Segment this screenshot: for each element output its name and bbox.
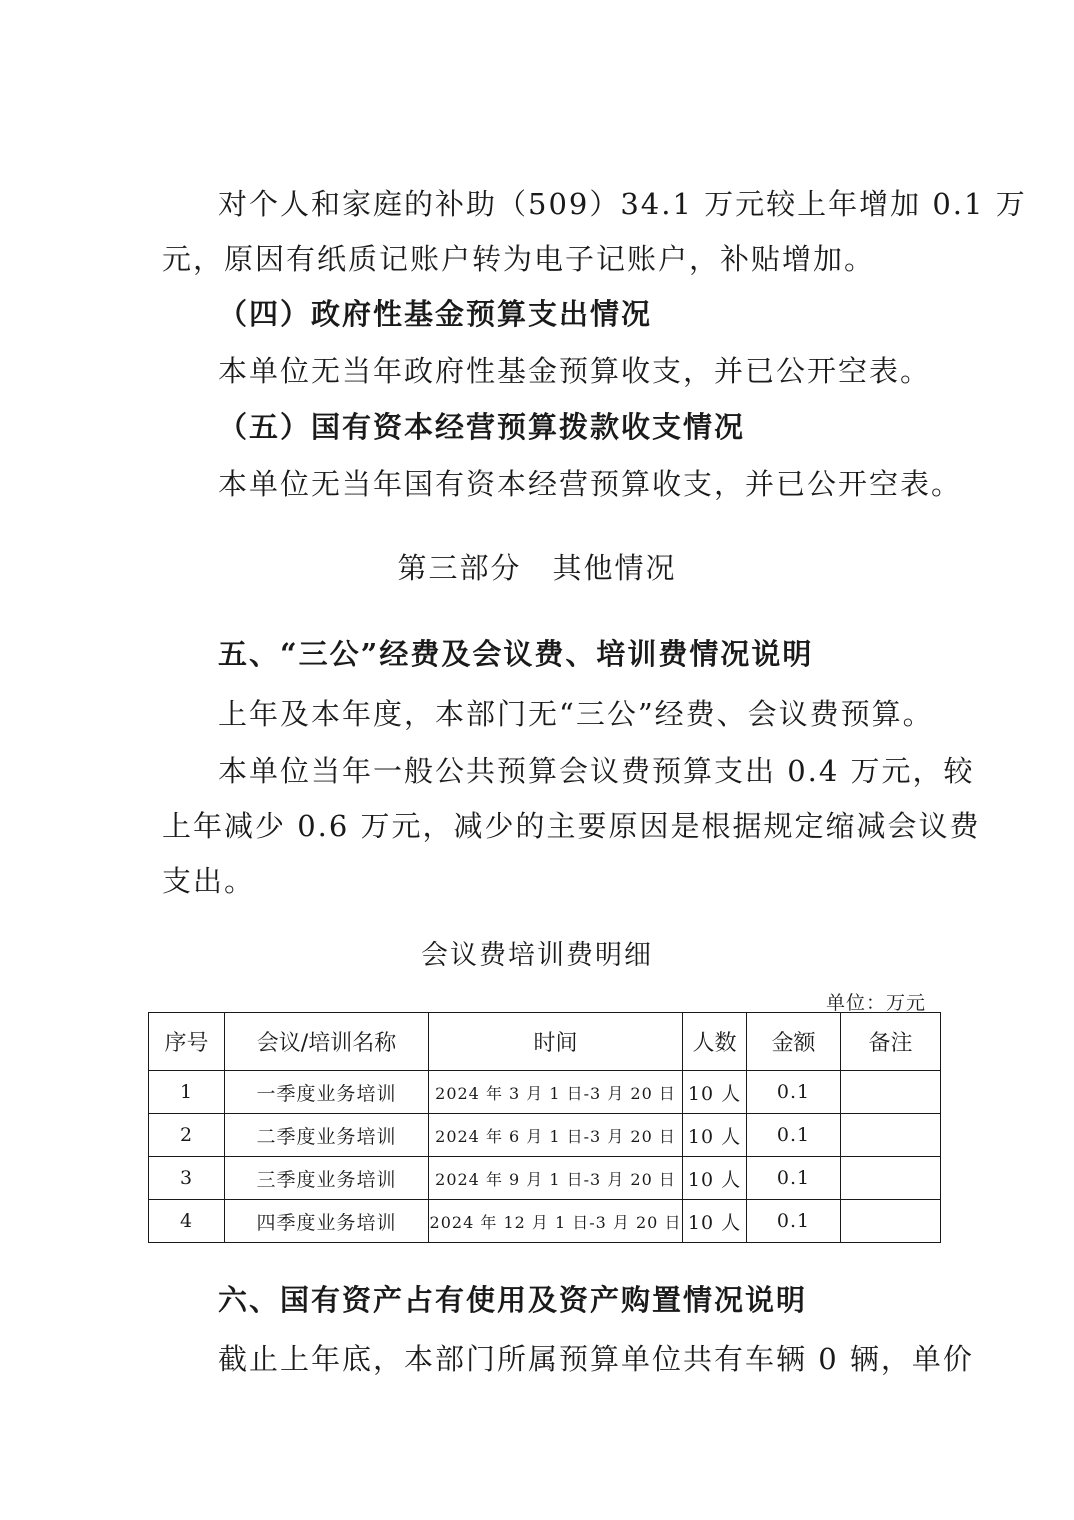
- header-people: 人数: [683, 1013, 747, 1071]
- cell-amount: 0.1: [747, 1071, 841, 1114]
- table-row: [149, 1200, 941, 1243]
- paragraph-three-public: 上年及本年度，本部门无“三公”经费、会议费预算。: [218, 697, 934, 731]
- cell-index: 4: [149, 1200, 225, 1243]
- table-title: 会议费培训费明细: [421, 940, 653, 971]
- cell-note: [841, 1200, 941, 1243]
- header-index: 序号: [149, 1013, 225, 1071]
- cell-time: 2024 年 9 月 1 日-3 月 20 日: [429, 1157, 683, 1200]
- paragraph-subsidy-line-2: 元，原因有纸质记账户转为电子记账户，补贴增加。: [162, 242, 876, 276]
- header-name: 会议/培训名称: [225, 1013, 429, 1071]
- cell-amount: 0.1: [747, 1200, 841, 1243]
- cell-amount: 0.1: [747, 1157, 841, 1200]
- table-row: [149, 1157, 941, 1200]
- table-header-row: [149, 1013, 941, 1071]
- cell-people: 10 人: [683, 1200, 747, 1243]
- table-unit: 单位：万元: [825, 992, 926, 1014]
- section-six-heading: 六、国有资产占有使用及资产购置情况说明: [218, 1283, 808, 1317]
- cell-people: 10 人: [683, 1157, 747, 1200]
- cell-people: 10 人: [683, 1114, 747, 1157]
- header-note: 备注: [841, 1013, 941, 1071]
- header-time: 时间: [429, 1013, 683, 1071]
- cell-time: 2024 年 6 月 1 日-3 月 20 日: [429, 1114, 683, 1157]
- paragraph-vehicles: 截止上年底，本部门所属预算单位共有车辆 0 辆，单价: [218, 1342, 974, 1376]
- cell-time: 2024 年 3 月 1 日-3 月 20 日: [429, 1071, 683, 1114]
- cell-name: 一季度业务培训: [225, 1071, 429, 1114]
- paragraph-subsidy-line-1: 对个人和家庭的补助（509）34.1 万元较上年增加 0.1 万: [218, 187, 1027, 221]
- paragraph-meeting-fee-line-3: 支出。: [162, 864, 256, 898]
- cell-index: 3: [149, 1157, 225, 1200]
- header-amount: 金额: [747, 1013, 841, 1071]
- table-row: [149, 1071, 941, 1114]
- cell-time: 2024 年 12 月 1 日-3 月 20 日: [429, 1200, 683, 1243]
- cell-index: 2: [149, 1114, 225, 1157]
- heading-government-fund: （四）政府性基金预算支出情况: [218, 297, 653, 331]
- cell-note: [841, 1071, 941, 1114]
- meeting-training-table: [148, 1012, 941, 1243]
- section-five-heading: 五、“三公”经费及会议费、培训费情况说明: [218, 637, 814, 671]
- cell-amount: 0.1: [747, 1114, 841, 1157]
- cell-name: 二季度业务培训: [225, 1114, 429, 1157]
- heading-state-capital: （五）国有资本经营预算拨款收支情况: [218, 410, 746, 444]
- cell-people: 10 人: [683, 1071, 747, 1114]
- cell-index: 1: [149, 1071, 225, 1114]
- cell-name: 四季度业务培训: [225, 1200, 429, 1243]
- cell-note: [841, 1157, 941, 1200]
- paragraph-meeting-fee-line-1: 本单位当年一般公共预算会议费预算支出 0.4 万元，较: [218, 754, 975, 788]
- cell-note: [841, 1114, 941, 1157]
- cell-name: 三季度业务培训: [225, 1157, 429, 1200]
- table-row: [149, 1114, 941, 1157]
- paragraph-government-fund: 本单位无当年政府性基金预算收支，并已公开空表。: [218, 354, 932, 388]
- part-three-title: 第三部分 其他情况: [397, 551, 677, 585]
- paragraph-meeting-fee-line-2: 上年减少 0.6 万元，减少的主要原因是根据规定缩减会议费: [162, 809, 981, 843]
- paragraph-state-capital: 本单位无当年国有资本经营预算收支，并已公开空表。: [218, 467, 963, 501]
